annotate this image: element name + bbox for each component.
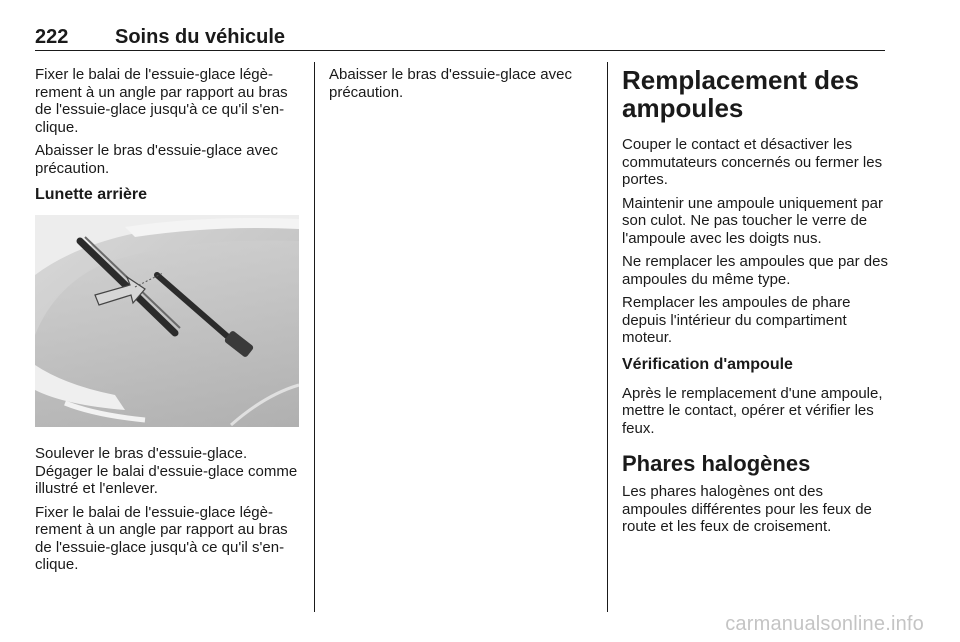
paragraph: Abaisser le bras d'essuie-glace avec précaution.: [35, 142, 278, 177]
heading-bulb-check: Vérification d'ampoule: [622, 355, 793, 373]
paragraph: Les phares halogènes ont des ampoules différentes pour les feux de route et les feux de croisement.: [622, 483, 872, 535]
column-3: [622, 66, 888, 542]
rear-wiper-illustration: [35, 215, 299, 427]
column-divider: [314, 62, 315, 612]
heading-bulb-replacement: Remplacement des ampoules: [622, 65, 859, 123]
section-title: Soins du véhicule: [115, 26, 286, 48]
page-header: [35, 26, 885, 51]
page-number: 222: [35, 26, 69, 48]
paragraph: Couper le contact et désactiver les commutateurs concernés ou fermer les portes.: [622, 136, 883, 188]
watermark: carmanualsonline.info: [725, 613, 924, 635]
paragraph: Soulever le bras d'essuie-glace. Dégager le balai d'essuie-glace comme illustré et l'enlever.: [35, 445, 298, 497]
heading-rear-window: Lunette arrière: [35, 186, 148, 203]
paragraph: Abaisser le bras d'essuie-glace avec précaution.: [329, 66, 572, 101]
paragraph: Fixer le balai de l'essuie-glace légèrement à un angle par rapport au bras de l'essuie-glace jusqu'à ce qu'il s'enclique.: [35, 503, 288, 573]
column-divider: [607, 62, 608, 612]
paragraph: Remplacer les ampoules de phare depuis l'intérieur du compartiment moteur.: [622, 294, 851, 346]
paragraph: Maintenir une ampoule uniquement par son culot. Ne pas toucher le verre de l'ampoule avec les doigts nus.: [622, 194, 883, 247]
heading-halogen-headlights: Phares halogènes: [622, 451, 811, 476]
column-2: [329, 66, 591, 107]
paragraph: Ne remplacer les ampoules que par des ampoules du même type.: [622, 253, 888, 288]
column-1: [35, 66, 299, 580]
paragraph: Fixer le balai de l'essuie-glace légèrement à un angle par rapport au bras de l'essuie-glace jusqu'à ce qu'il s'enclique.: [35, 66, 288, 136]
paragraph: Après le remplacement d'une ampoule, mettre le contact, opérer et vérifier les feux.: [622, 384, 883, 437]
